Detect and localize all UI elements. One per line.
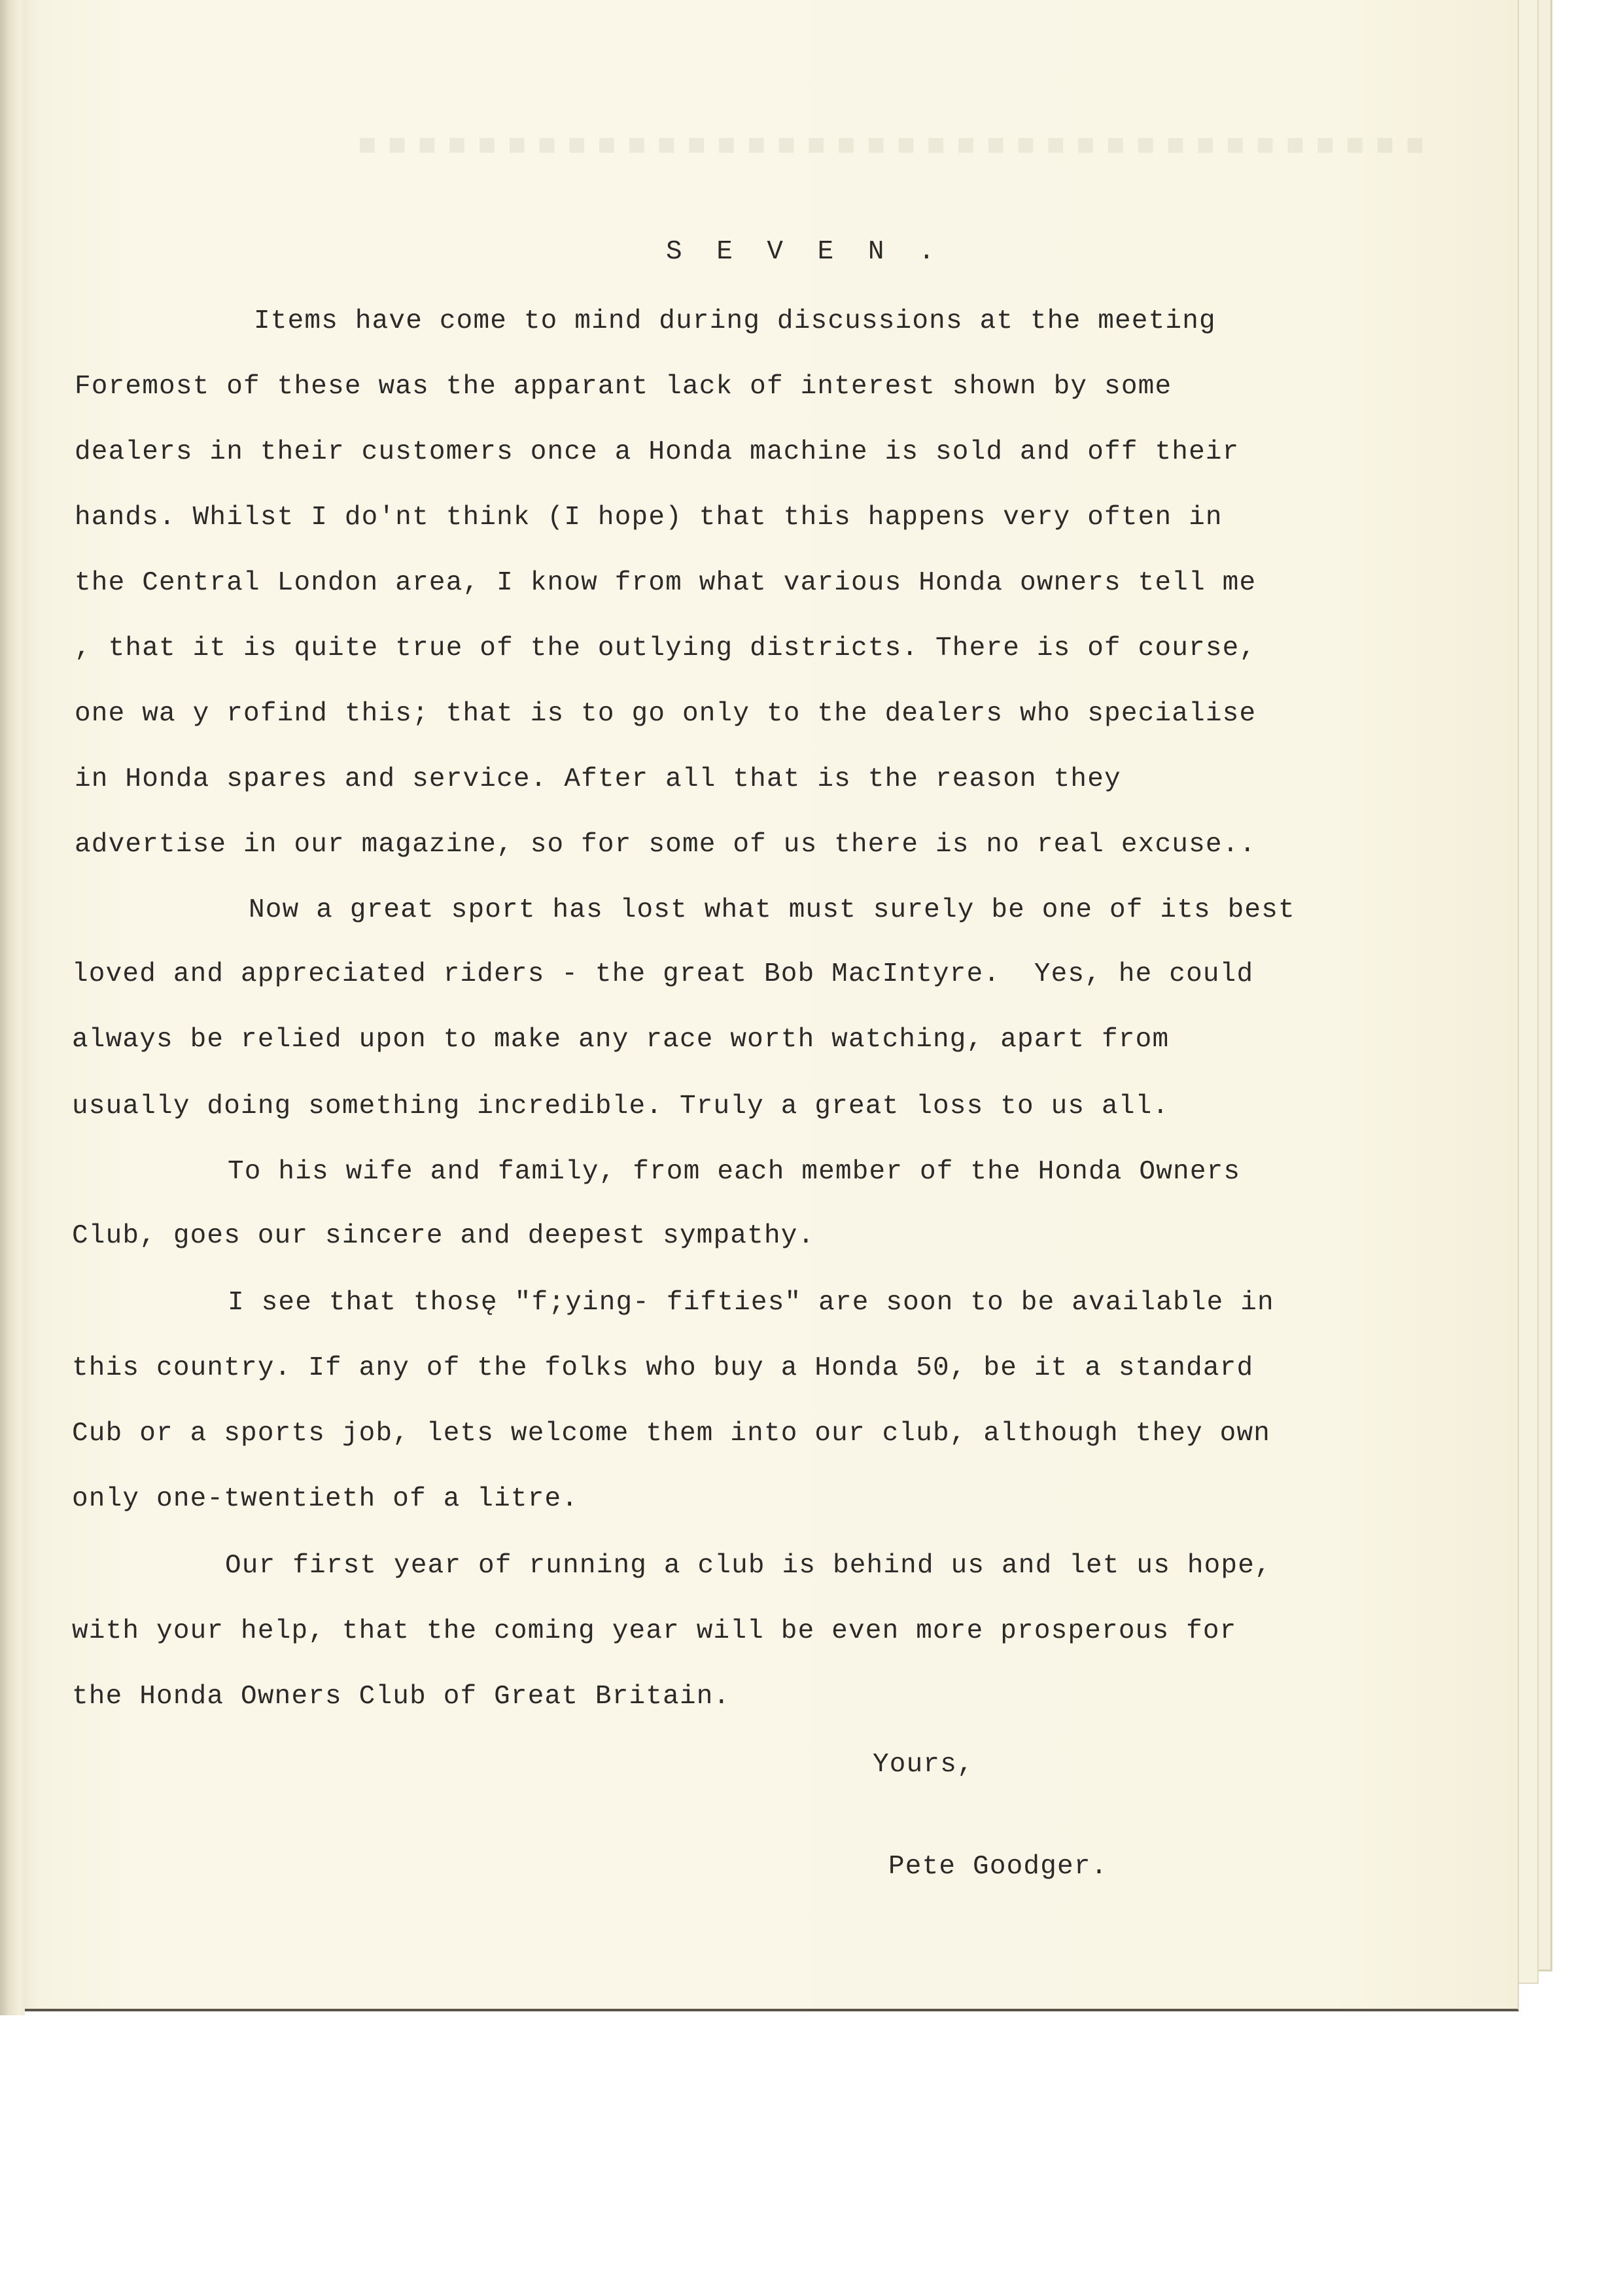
reverse-side-bleed-through: ■ ■ ■ ■ ■ ■ ■ ■ ■ ■ ■ ■ ■ ■ ■ ■ ■ ■ ■ ■ ■ ■ ■ ■ ■ ■ ■ ■ ■ ■ ■ ■ ■ ■ ■ ■ xyxy=(359,131,1452,158)
body-line-1: Items have come to mind during discussions at the meeting xyxy=(254,306,1216,336)
body-line-22: the Honda Owners Club of Great Britain. xyxy=(72,1682,731,1712)
body-line-5: the Central London area, I know from what various Honda owners tell me xyxy=(75,568,1257,598)
body-line-18: Cub or a sports job, lets welcome them into our club, although they own xyxy=(72,1419,1271,1449)
body-line-8: in Honda spares and service. After all that is the reason they xyxy=(75,764,1121,794)
body-line-21: with your help, that the coming year will be even more prosperous for xyxy=(72,1616,1237,1646)
closing-salutation: Yours, xyxy=(873,1750,974,1780)
body-line-19: only one-twentieth of a litre. xyxy=(72,1484,579,1514)
signature-name: Pete Goodger. xyxy=(888,1852,1108,1882)
body-line-12: always be relied upon to make any race worth watching, apart from xyxy=(72,1025,1170,1055)
binding-spine xyxy=(0,0,25,2015)
page-heading: S E V E N . xyxy=(666,237,944,267)
body-line-10: Now a great sport has lost what must surely be one of its best xyxy=(249,895,1295,925)
body-line-11: loved and appreciated riders - the great Bob MacIntyre. Yes, he could xyxy=(72,959,1254,989)
body-line-3: dealers in their customers once a Honda machine is sold and off their xyxy=(75,437,1240,467)
body-line-4: hands. Whilst I do'nt think (I hope) that this happens very often in xyxy=(75,503,1223,533)
body-line-14: To his wife and family, from each member of the Honda Owners xyxy=(228,1157,1241,1187)
body-line-13: usually doing something incredible. Truly a great loss to us all. xyxy=(72,1091,1170,1122)
body-line-2: Foremost of these was the apparant lack of interest shown by some xyxy=(75,372,1172,402)
body-line-16: I see that thosę "f;ying- fifties" are soon to be available in xyxy=(228,1288,1274,1318)
body-line-9: advertise in our magazine, so for some of us there is no real excuse.. xyxy=(75,830,1257,860)
body-line-6: , that it is quite true of the outlying districts. There is of course, xyxy=(75,633,1257,663)
body-line-7: one wa y rofind this; that is to go only to the dealers who specialise xyxy=(75,699,1257,729)
body-line-20: Our first year of running a club is behind us and let us hope, xyxy=(225,1551,1272,1581)
body-line-15: Club, goes our sincere and deepest sympathy. xyxy=(72,1221,815,1251)
body-line-17: this country. If any of the folks who buy a Honda 50, be it a standard xyxy=(72,1353,1254,1383)
